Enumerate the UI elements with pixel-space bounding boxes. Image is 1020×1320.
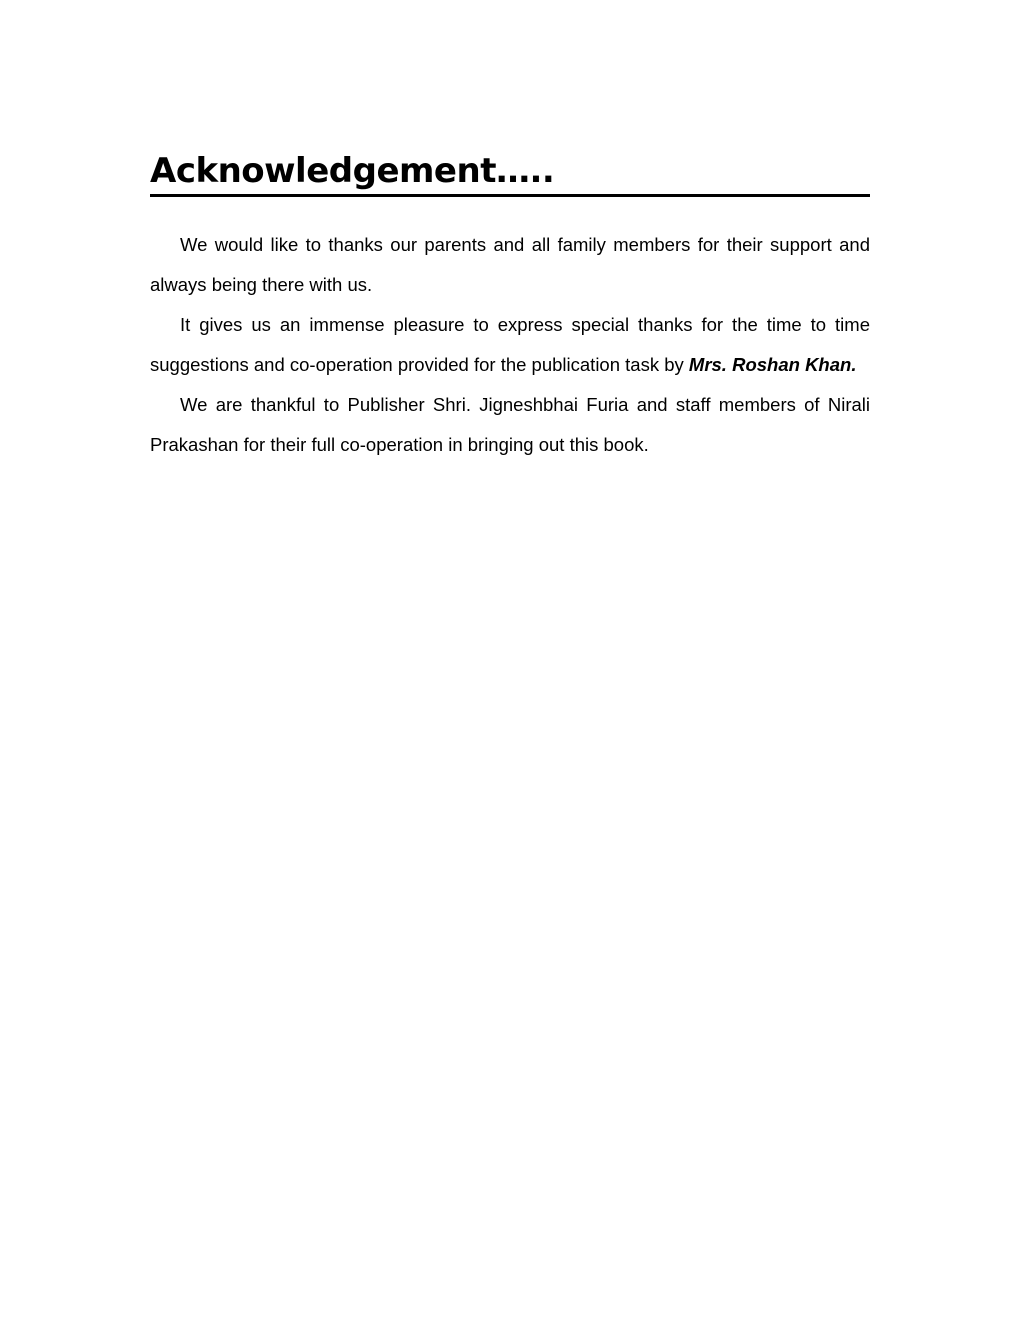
paragraph-special-thanks — [150, 305, 870, 385]
honoree-name: Mrs. Roshan Khan. — [688, 354, 857, 375]
paragraph-special-thanks-text: It gives us an immense pleasure to express special thanks for the time to time suggestions and co-operation provided for the publication task by — [150, 314, 870, 375]
document-page — [150, 150, 870, 465]
paragraph-family-thanks: We would like to thanks our parents and all family members for their support and always being there with us. — [150, 234, 870, 295]
heading-underline — [150, 150, 870, 197]
page-title: Acknowledgement….. — [150, 151, 555, 191]
paragraph-publisher-thanks: We are thankful to Publisher Shri. Jigneshbhai Furia and staff members of Nirali Prakashan for their full co-operation in bringing out this book. — [150, 394, 870, 455]
